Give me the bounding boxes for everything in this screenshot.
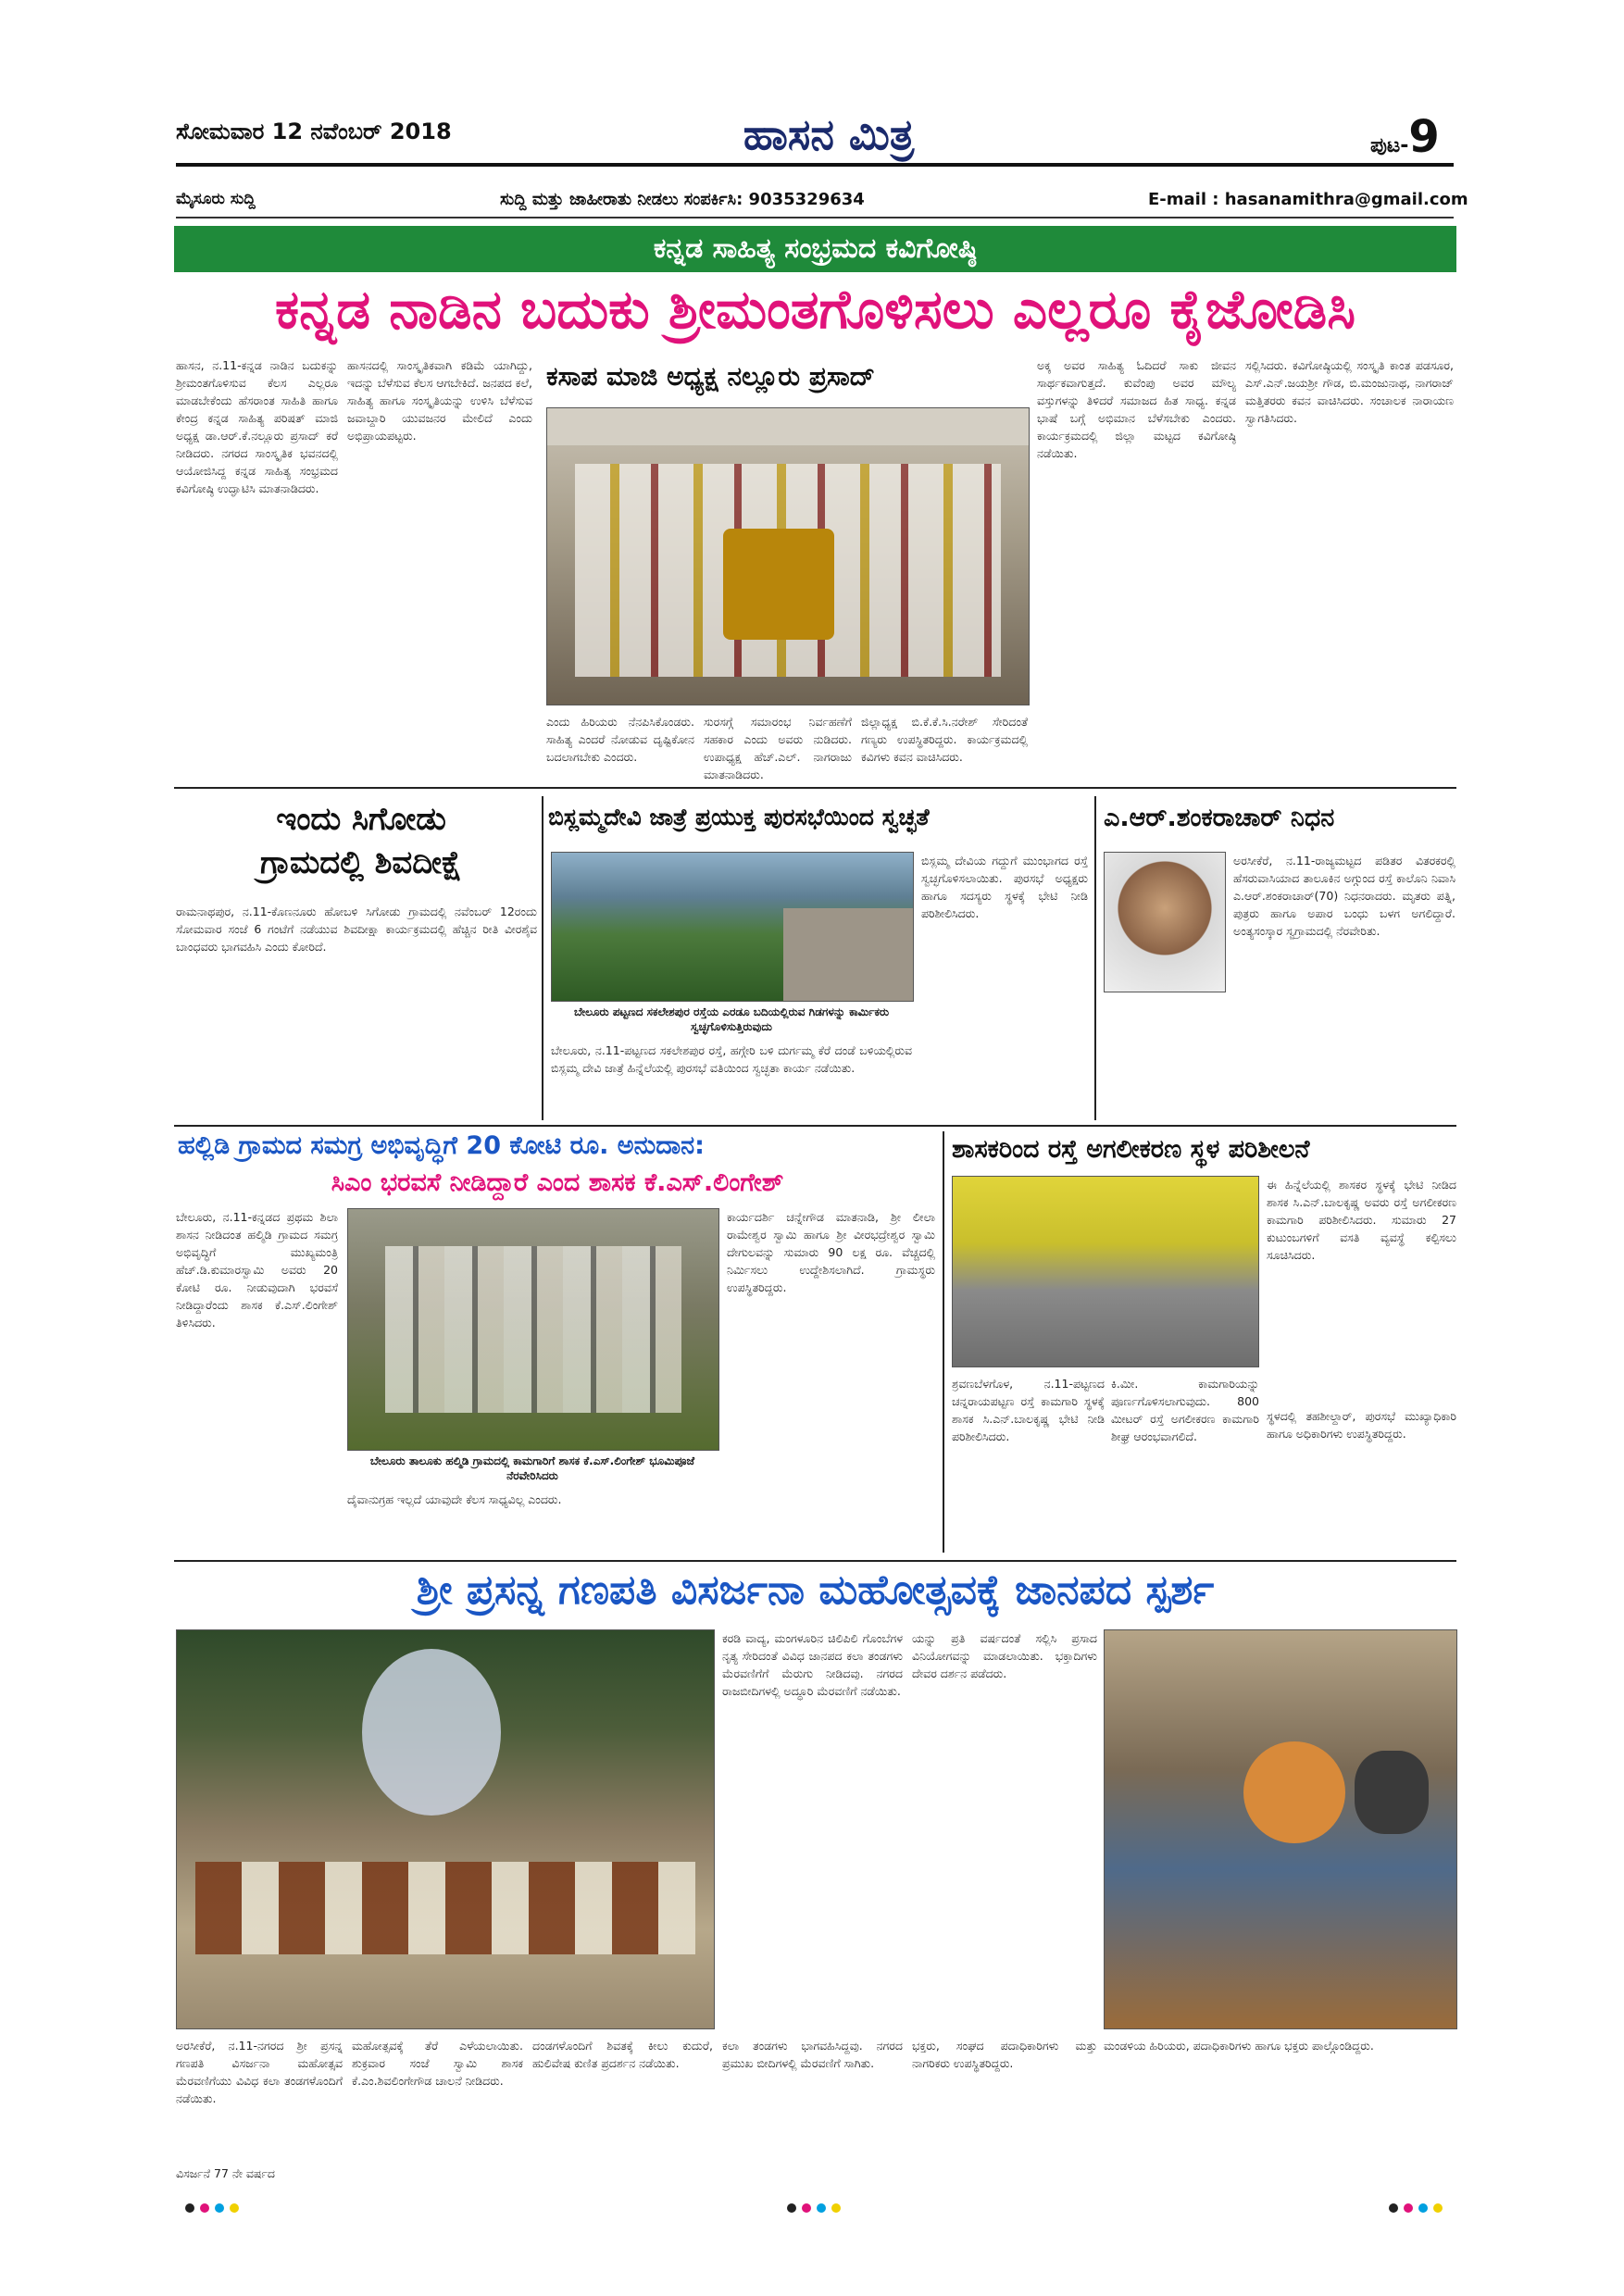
story7-mid: ಕರಡಿ ವಾದ್ಯ, ಮಂಗಳೂರಿನ ಚಿಲಿಪಿಲಿ ಗೊಂಬೆಗಳ ನೃತ್ಯ ಸೇರಿದಂತೆ ವಿವಿಧ ಜಾನಪದ ಕಲಾ ತಂಡಗಳು ಮೆರವಣಿಗೆಗೆ ಮೆರುಗು ನೀಡಿದವು. ನಗರದ ರಾಜಬೀದಿಗಳಲ್ಲಿ ಅದ್ಧೂರಿ ಮೆರವಣಿಗೆ ನಡೆಯಿತು. <box>722 1631 903 1698</box>
divider <box>174 787 1456 789</box>
story5-col1: ಬೇಲೂರು, ನ.11-ಕನ್ನಡದ ಪ್ರಥಮ ಶಿಲಾ ಶಾಸನ ನೀಡಿದಂತ ಹಲ್ಮಿಡಿ ಗ್ರಾಮದ ಸಮಗ್ರ ಅಭಿವೃದ್ಧಿಗೆ ಮುಖ್ಯಮಂತ್ರಿ ಹೆಚ್.ಡಿ.ಕುಮಾರಸ್ವಾಮಿ ಅವರು 20 ಕೋಟಿ ರೂ. ನೀಡುವುದಾಗಿ ಭರವಸೆ ನೀಡಿದ್ದಾರೆಂದು ಶಾಸಕ ಕೆ.ಎಸ್.ಲಿಂಗೇಶ್ ತಿಳಿಸಿದರು. <box>176 1210 338 1329</box>
registration-marks <box>1389 2199 1448 2216</box>
story7-bottom6: ಮಂಡಳಿಯ ಹಿರಿಯರು, ಪದಾಧಿಕಾರಿಗಳು ಹಾಗೂ ಭಕ್ತರು ಪಾಲ್ಗೊಂಡಿದ್ದರು. <box>1104 2039 1374 2053</box>
story7-bottom2: ಮಹೋತ್ಸವಕ್ಕೆ ತೆರೆ ಎಳೆಯಲಾಯಿತು. ಶುಕ್ರವಾರ ಸಂಜೆ ಸ್ವಾಮಿ ಶಾಸಕ ಕೆ.ಎಂ.ಶಿವಲಿಂಗೇಗೌಡ ಚಾಲನೆ ನೀಡಿದರು. <box>352 2039 523 2088</box>
story1-right1: ಅಕ್ಕ ಅವರ ಸಾಹಿತ್ಯ ಓದಿದರೆ ಸಾಕು ಜೀವನ ಸಾರ್ಥಕವಾಗುತ್ತದೆ. ಕುವೆಂಪು ಅವರ ಮೌಲ್ಯ ವಸ್ತುಗಳನ್ನು ತಿಳಿದರೆ ಸಮಾಜದ ಹಿತ ಸಾಧ್ಯ. ಕನ್ನಡ ಭಾಷೆ ಬಗ್ಗೆ ಅಭಿಮಾನ ಬೆಳೆಸಬೇಕು ಎಂದರು. ಕಾರ್ಯಕ್ರಮದಲ್ಲಿ ಜಿಲ್ಲಾ ಮಟ್ಟದ ಕವಿಗೋಷ್ಠಿ ನಡೆಯಿತು. <box>1037 358 1236 460</box>
story3-caption: ಬೇಲೂರು ಪಟ್ಟಣದ ಸಕಲೇಶಪುರ ರಸ್ತೆಯ ಎರಡೂ ಬದಿಯಲ್ಲಿರುವ ಗಿಡಗಳನ್ನು ಕಾರ್ಮಿಕರು ಸ್ವಚ್ಛಗೊಳಿಸುತ್ತಿರುವುದು <box>573 1005 890 1033</box>
award-ceremony-photo <box>546 407 1030 705</box>
story1-photo-title: ಕಸಾಪ ಮಾಜಿ ಅಧ್ಯಕ್ಷ ನಲ್ಲೂರು ಪ್ರಸಾದ್ <box>546 361 875 392</box>
story7-bottom3: ದಂಡಗಳೊಂದಿಗೆ ಶಿವತಕ್ಕೆ ಕೀಲು ಕುದುರೆ, ಹುಲಿವೇಷ ಕುಣಿತ ಪ್ರದರ್ಶನ ನಡೆಯಿತು. <box>532 2039 713 2070</box>
story1-col2: ಹಾಸನದಲ್ಲಿ ಸಾಂಸ್ಕೃತಿಕವಾಗಿ ಕಡಿಮೆ ಯಾಗಿದ್ದು, ಇದನ್ನು ಬೆಳೆಸುವ ಕೆಲಸ ಆಗಬೇಕಿದೆ. ಜನಪದ ಕಲೆ, ಸಾಹಿತ್ಯ ಹಾಗೂ ಸಂಸ್ಕೃತಿಯನ್ನು ಉಳಿಸಿ ಬೆಳೆಸುವ ಜವಾಬ್ದಾರಿ ಯುವಜನರ ಮೇಲಿದೆ ಎಂದು ಅಭಿಪ್ರಾಯಪಟ್ಟರು. <box>347 358 532 443</box>
story4-text: ಅರಸೀಕೆರೆ, ನ.11-ರಾಜ್ಯಮಟ್ಟದ ಪಡಿತರ ವಿತರಕರಲ್ಲಿ ಹೆಸರುವಾಸಿಯಾದ ತಾಲೂಕಿನ ಅಗ್ಗುಂದ ರಸ್ತೆ ಕಾಲೊನಿ ನಿವಾಸಿ ಎ.ಆರ್.ಶಂಕರಾಚಾರ್(70) ನಿಧನರಾದರು. ಮೃತರು ಪತ್ನಿ, ಪುತ್ರರು ಹಾಗೂ ಅಪಾರ ಬಂಧು ಬಳಗ ಅಗಲಿದ್ದಾರೆ. ಅಂತ್ಯಸಂಸ್ಕಾರ ಸ್ವಗ್ರಾಮದಲ್ಲಿ ನೆರವೇರಿತು. <box>1233 854 1455 938</box>
story2-title-1: ಇಂದು ಸಿಗೋಡು <box>276 801 446 838</box>
kicker-band: ಕನ್ನಡ ಸಾಹಿತ್ಯ ಸಂಭ್ರಮದ ಕವಿಗೋಷ್ಠಿ <box>174 226 1456 272</box>
header-rule <box>176 163 1454 167</box>
story5-caption: ಬೇಲೂರು ತಾಲೂಕು ಹಲ್ಮಿಡಿ ಗ್ರಾಮದಲ್ಲಿ ಕಾಮಗಾರಿಗೆ ಶಾಸಕ ಕೆ.ಎಸ್.ಲಿಂಗೇಶ್ ಭೂಮಿಪೂಜೆ ನೆರವೇರಿಸಿದರು <box>369 1454 695 1482</box>
story3-text-right: ಬಿಸ್ಲಮ್ಮ ದೇವಿಯ ಗದ್ದುಗೆ ಮುಂಭಾಗದ ರಸ್ತೆ ಸ್ವಚ್ಛಗೊಳಿಸಲಾಯಿತು. ಪುರಸಭೆ ಅಧ್ಯಕ್ಷರು ಹಾಗೂ ಸದಸ್ಯರು ಸ್ಥಳಕ್ಕೆ ಭೇಟಿ ನೀಡಿ ಪರಿಶೀಲಿಸಿದರು. <box>921 854 1088 920</box>
story7-title: ಶ್ರೀ ಪ್ರಸನ್ನ ಗಣಪತಿ ವಿಸರ್ಜನಾ ಮಹೋತ್ಸವಕ್ಕೆ ಜಾನಪದ ಸ್ಪರ್ಶ <box>416 1566 1215 1614</box>
story5-col2: ದೈವಾನುಗ್ರಹ ಇಲ್ಲದೆ ಯಾವುದೇ ಕೆಲಸ ಸಾಧ್ಯವಿಲ್ಲ ಎಂದರು. <box>347 1492 562 1506</box>
story6-col1: ಶ್ರವಣಬೆಳಗೊಳ, ನ.11-ಪಟ್ಟಣದ ಚನ್ನರಾಯಪಟ್ಟಣ ರಸ್ತೆ ಕಾಮಗಾರಿ ಸ್ಥಳಕ್ಕೆ ಶಾಸಕ ಸಿ.ಎನ್.ಬಾಲಕೃಷ್ಣ ಭೇಟಿ ನೀಡಿ ಪರಿಶೀಲಿಸಿದರು. <box>952 1377 1105 1443</box>
story7-bottom4: ಕಲಾ ತಂಡಗಳು ಭಾಗವಹಿಸಿದ್ದವು. ನಗರದ ಪ್ರಮುಖ ಬೀದಿಗಳಲ್ಲಿ ಮೆರವಣಿಗೆ ಸಾಗಿತು. <box>722 2039 903 2070</box>
story7-mid2: ಯನ್ನು ಪ್ರತಿ ವರ್ಷದಂತೆ ಸಲ್ಲಿಸಿ ಪ್ರಸಾದ ವಿನಿಯೋಗವನ್ನು ಮಾಡಲಾಯಿತು. ಭಕ್ತಾದಿಗಳು ದೇವರ ದರ್ಶನ ಪಡೆದರು. <box>912 1631 1097 1680</box>
masthead: ಹಾಸನ ಮಿತ್ರ <box>743 109 915 159</box>
issue-date: ಸೋಮವಾರ 12 ನವೆಂಬರ್ 2018 <box>176 119 452 144</box>
obituary-photo <box>1104 852 1226 992</box>
story1-below2: ಸುರಸಗ್ಗೆ ಸಮಾರಂಭ ನಿರ್ವಹಣೆಗೆ ಸಹಕಾರ ಎಂದು ಅವರು ನುಡಿದರು. ಉಪಾಧ್ಯಕ್ಷ ಹೆಚ್.ಎಲ್. ನಾಗರಾಜು ಮಾತನಾಡಿದರು. <box>704 715 852 781</box>
story2-title-2: ಗ್ರಾಮದಲ್ಲಿ ಶಿವದೀಕ್ಷೆ <box>260 844 462 881</box>
story6-col2: ಕಿ.ಮೀ. ಕಾಮಗಾರಿಯನ್ನು ಪೂರ್ಣಗೊಳಿಸಲಾಗುವುದು. 800 ಮೀಟರ್ ರಸ್ತೆ ಅಗಲೀಕರಣ ಕಾಮಗಾರಿ ಶೀಘ್ರ ಆರಂಭವಾಗಲಿದೆ. <box>1111 1377 1259 1443</box>
bhoomi-pooja-photo <box>347 1208 719 1451</box>
story6-col3: ಸ್ಥಳದಲ್ಲಿ ತಹಶೀಲ್ದಾರ್, ಪುರಸಭೆ ಮುಖ್ಯಾಧಿಕಾರಿ ಹಾಗೂ ಅಧಿಕಾರಿಗಳು ಉಪಸ್ಥಿತರಿದ್ದರು. <box>1267 1409 1456 1441</box>
divider <box>174 1560 1456 1562</box>
divider <box>943 1131 944 1553</box>
divider <box>542 796 543 1120</box>
story1-below1: ಎಂದು ಹಿರಿಯರು ನೆನಪಿಸಿಕೊಂಡರು. ಸಾಹಿತ್ಯ ಎಂದರೆ ನೋಡುವ ದೃಷ್ಟಿಕೋನ ಬದಲಾಗಬೇಕು ಎಂದರು. <box>546 715 694 764</box>
story7-bottom1: ಅರಸೀಕೆರೆ, ನ.11-ನಗರದ ಶ್ರೀ ಪ್ರಸನ್ನ ಗಣಪತಿ ವಿಸರ್ಜನಾ ಮಹೋತ್ಸವ ಮೆರವಣಿಗೆಯು ವಿವಿಧ ಕಲಾ ತಂಡಗಳೊಂದಿಗೆ ನಡೆಯಿತು. <box>176 2039 343 2105</box>
story3-text: ಬೇಲೂರು, ನ.11-ಪಟ್ಟಣದ ಸಕಲೇಶಪುರ ರಸ್ತೆ, ಹಗ್ಗೇರಿ ಬಳಿ ದುರ್ಗಮ್ಮ ಕೆರೆ ದಂಡೆ ಬಳಿಯಲ್ಲಿರುವ ಬಿಸ್ಲಮ್ಮ ದೇವಿ ಜಾತ್ರೆ ಹಿನ್ನೆಲೆಯಲ್ಲಿ ಪುರಸಭೆ ವತಿಯಿಂದ ಸ್ವಚ್ಛತಾ ಕಾರ್ಯ ನಡೆಯಿತು. <box>551 1043 912 1075</box>
story4-title: ಎ.ಆರ್.ಶಂಕರಾಚಾರ್ ನಿಧನ <box>1104 804 1335 832</box>
story5-title-1: ಹಲ್ಲಿಡಿ ಗ್ರಾಮದ ಸಮಗ್ರ ಅಭಿವೃದ್ಧಿಗೆ 20 ಕೋಟಿ ರೂ. ಅನುದಾನ: <box>178 1131 705 1160</box>
story5-col3: ಕಾರ್ಯದರ್ಶಿ ಚನ್ನೇಗೌಡ ಮಾತನಾಡಿ, ಶ್ರೀ ಲೀಲಾ ರಾಮೇಶ್ವರ ಸ್ವಾಮಿ ಹಾಗೂ ಶ್ರೀ ವೀರಭದ್ರೇಶ್ವರ ಸ್ವಾಮಿ ದೇಗುಲವನ್ನು ಸುಮಾರು 90 ಲಕ್ಷ ರೂ. ವೆಚ್ಚದಲ್ಲಿ ನಿರ್ಮಿಸಲು ಉದ್ದೇಶಿಸಲಾಗಿದೆ. ಗ್ರಾಮಸ್ಥರು ಉಪಸ್ಥಿತರಿದ್ದರು. <box>727 1210 935 1294</box>
story3-title: ಬಿಸ್ಲಮ್ಮದೇವಿ ಜಾತ್ರೆ ಪ್ರಯುಕ್ತ ಪುರಸಭೆಯಿಂದ ಸ್ವಚ್ಛತೆ <box>548 804 930 830</box>
section-label: ಮೈಸೂರು ಸುದ್ದಿ <box>176 190 256 208</box>
drummers-procession-photo <box>176 1629 715 2029</box>
page-number-block <box>1370 111 1440 163</box>
road-inspection-photo <box>952 1176 1259 1367</box>
story5-title-2: ಸಿಎಂ ಭರವಸೆ ನೀಡಿದ್ದಾರೆ ಎಂದ ಶಾಸಕ ಕೆ.ಎಸ್.ಲಿಂಗೇಶ್ <box>331 1168 784 1197</box>
story2-text: ರಾಮನಾಥಪುರ, ನ.11-ಕೊಣನೂರು ಹೋಬಳಿ ಸಿಗೋಡು ಗ್ರಾಮದಲ್ಲಿ ನವೆಂಬರ್ 12ರಂದು ಸೋಮವಾರ ಸಂಜೆ 6 ಗಂಟೆಗೆ ನಡೆಯುವ ಶಿವದೀಕ್ಷಾ ಕಾರ್ಯಕ್ರಮದಲ್ಲಿ ಹೆಚ್ಚಿನ ರೀತಿ ವೀರಶೈವ ಬಾಂಧವರು ಭಾಗವಹಿಸಿ ಎಂದು ಕೋರಿದೆ. <box>176 905 537 954</box>
email-line: E-mail : hasanamithra@gmail.com <box>1148 190 1468 209</box>
story6-title: ಶಾಸಕರಿಂದ ರಸ್ತೆ ಅಗಲೀಕರಣ ಸ್ಥಳ ಪರಿಶೀಲನೆ <box>952 1135 1310 1164</box>
divider <box>1094 796 1096 1120</box>
story7-continue: ವಿಸರ್ಜನೆ 77 ನೇ ವರ್ಷದ <box>176 2166 275 2180</box>
story1-col1: ಹಾಸನ, ನ.11-ಕನ್ನಡ ನಾಡಿನ ಬದುಕನ್ನು ಶ್ರೀಮಂತಗೊಳಿಸುವ ಕೆಲಸ ಎಲ್ಲರೂ ಮಾಡಬೇಕೆಂದು ಹೆಸರಾಂತ ಸಾಹಿತಿ ಹಾಗೂ ಕೇಂದ್ರ ಕನ್ನಡ ಸಾಹಿತ್ಯ ಪರಿಷತ್ ಮಾಜಿ ಅಧ್ಯಕ್ಷ ಡಾ.ಆರ್.ಕೆ.ನಲ್ಲೂರು ಪ್ರಸಾದ್ ಕರೆ ನೀಡಿದರು. ನಗರದ ಸಾಂಸ್ಕೃತಿಕ ಭವನದಲ್ಲಿ ಆಯೋಜಿಸಿದ್ದ ಕನ್ನಡ ಸಾಹಿತ್ಯ ಸಂಭ್ರಮದ ಕವಿಗೋಷ್ಠಿ ಉದ್ಘಾಟಿಸಿ ಮಾತನಾಡಿದರು. <box>176 358 338 495</box>
cleanup-photo <box>551 852 914 1002</box>
page-label: ಪುಟ- <box>1370 134 1409 157</box>
registration-marks <box>787 2199 846 2216</box>
story1-below3: ಜಿಲ್ಲಾಧ್ಯಕ್ಷ ಬಿ.ಕೆ.ಕೆ.ಸಿ.ನರೇಶ್ ಸೇರಿದಂತೆ ಗಣ್ಯರು ಉಪಸ್ಥಿತರಿದ್ದರು. ಕಾರ್ಯಕ್ರಮದಲ್ಲಿ ಕವಿಗಳು ಕವನ ವಾಚಿಸಿದರು. <box>861 715 1028 764</box>
folk-costume-photo <box>1104 1629 1457 2029</box>
subheader-rule <box>176 217 1454 218</box>
story6-side: ಈ ಹಿನ್ನೆಲೆಯಲ್ಲಿ ಶಾಸಕರ ಸ್ಥಳಕ್ಕೆ ಭೇಟಿ ನೀಡಿದ ಶಾಸಕ ಸಿ.ಎನ್.ಬಾಲಕೃಷ್ಣ ಅವರು ರಸ್ತೆ ಅಗಲೀಕರಣ ಕಾಮಗಾರಿ ಪರಿಶೀಲಿಸಿದರು. ಸುಮಾರು 27 ಕುಟುಂಬಗಳಿಗೆ ವಸತಿ ವ್ಯವಸ್ಥೆ ಕಲ್ಪಿಸಲು ಸೂಚಿಸಿದರು. <box>1267 1178 1456 1262</box>
story1-right2: ಸಲ್ಲಿಸಿದರು. ಕವಿಗೋಷ್ಠಿಯಲ್ಲಿ ಸಂಸ್ಕೃತಿ ಕಾಂತ ಪಡಸೂರ, ಎಸ್.ಎನ್.ಜಯಶ್ರೀ ಗೌಡ, ಬಿ.ಮಂಜುನಾಥ, ನಾಗರಾಜ್ ಮತ್ತಿತರರು ಕವನ ವಾಚಿಸಿದರು. ಸಂಚಾಲಕ ನಾರಾಯಣ ಸ್ವಾಗತಿಸಿದರು. <box>1245 358 1454 425</box>
registration-marks <box>185 2199 244 2216</box>
divider <box>174 1125 1456 1127</box>
main-headline: ಕನ್ನಡ ನಾಡಿನ ಬದುಕು ಶ್ರೀಮಂತಗೊಳಿಸಲು ಎಲ್ಲರೂ ಕೈಜೋಡಿಸಿ <box>274 278 1355 341</box>
contact-line: ಸುದ್ದಿ ಮತ್ತು ಜಾಹೀರಾತು ನೀಡಲು ಸಂಪರ್ಕಿಸಿ: 9035329634 <box>500 190 865 209</box>
page-number: 9 <box>1408 111 1440 163</box>
story7-bottom5: ಭಕ್ತರು, ಸಂಘದ ಪದಾಧಿಕಾರಿಗಳು ಮತ್ತು ನಾಗರಿಕರು ಉಪಸ್ಥಿತರಿದ್ದರು. <box>912 2039 1097 2070</box>
